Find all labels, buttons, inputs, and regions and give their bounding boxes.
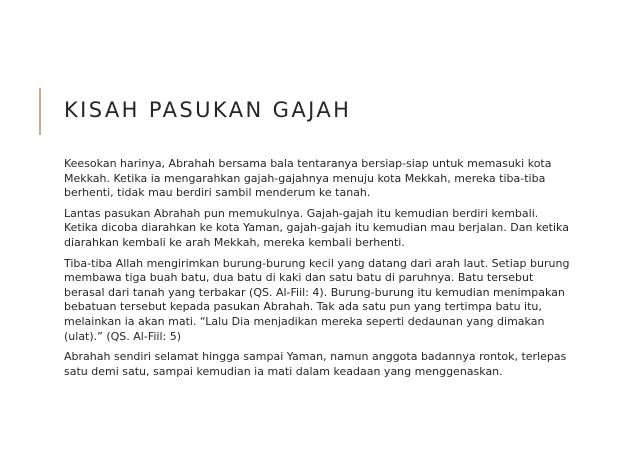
paragraph-1: Keesokan harinya, Abrahah bersama bala tentaranya bersiap-siap untuk memasuki kota Mekkah. Ketika ia mengarahkan gajah-gajahnya menuju kota Mekkah, mereka tiba-tiba berhenti, tidak mau berdiri sambil menderum ke tanah. [64,157,552,200]
paragraph-3: Tiba-tiba Allah mengirimkan burung-burung kecil yang datang dari arah laut. Setiap burung membawa tiga buah batu, dua batu di kaki dan satu batu di paruhnya. Batu tersebut berasal dari tanah yang terbakar (QS. Al-Fiil: 4). Burung-burung itu kemudian menimpakan bebatuan tersebut kepada pasukan Abrahah. Tak ada satu pun yang tertimpa batu itu, melainkan ia akan mati. “Lalu Dia menjadikan mereka seperti dedaunan yang dimakan (ulat).” (QS. Al-Fiil: 5) [64,256,570,343]
slide-title: KISAH PASUKAN GAJAH [64,98,352,122]
title-accent-bar [39,88,41,135]
paragraph-2: Lantas pasukan Abrahah pun memukulnya. Gajah-gajah itu kemudian berdiri kembali. Ketika dicoba diarahkan ke kota Yaman, gajah-gajah itu kemudian mau berjalan. Dan ketika diarahkan kembali ke arah Mekkah, mereka kembali berhenti. [64,206,569,249]
slide-body [64,157,574,385]
paragraph-4: Abrahah sendiri selamat hingga sampai Yaman, namun anggota badannya rontok, terlepas satu demi satu, sampai kemudian ia mati dalam keadaan yang menggenaskan. [64,350,567,378]
